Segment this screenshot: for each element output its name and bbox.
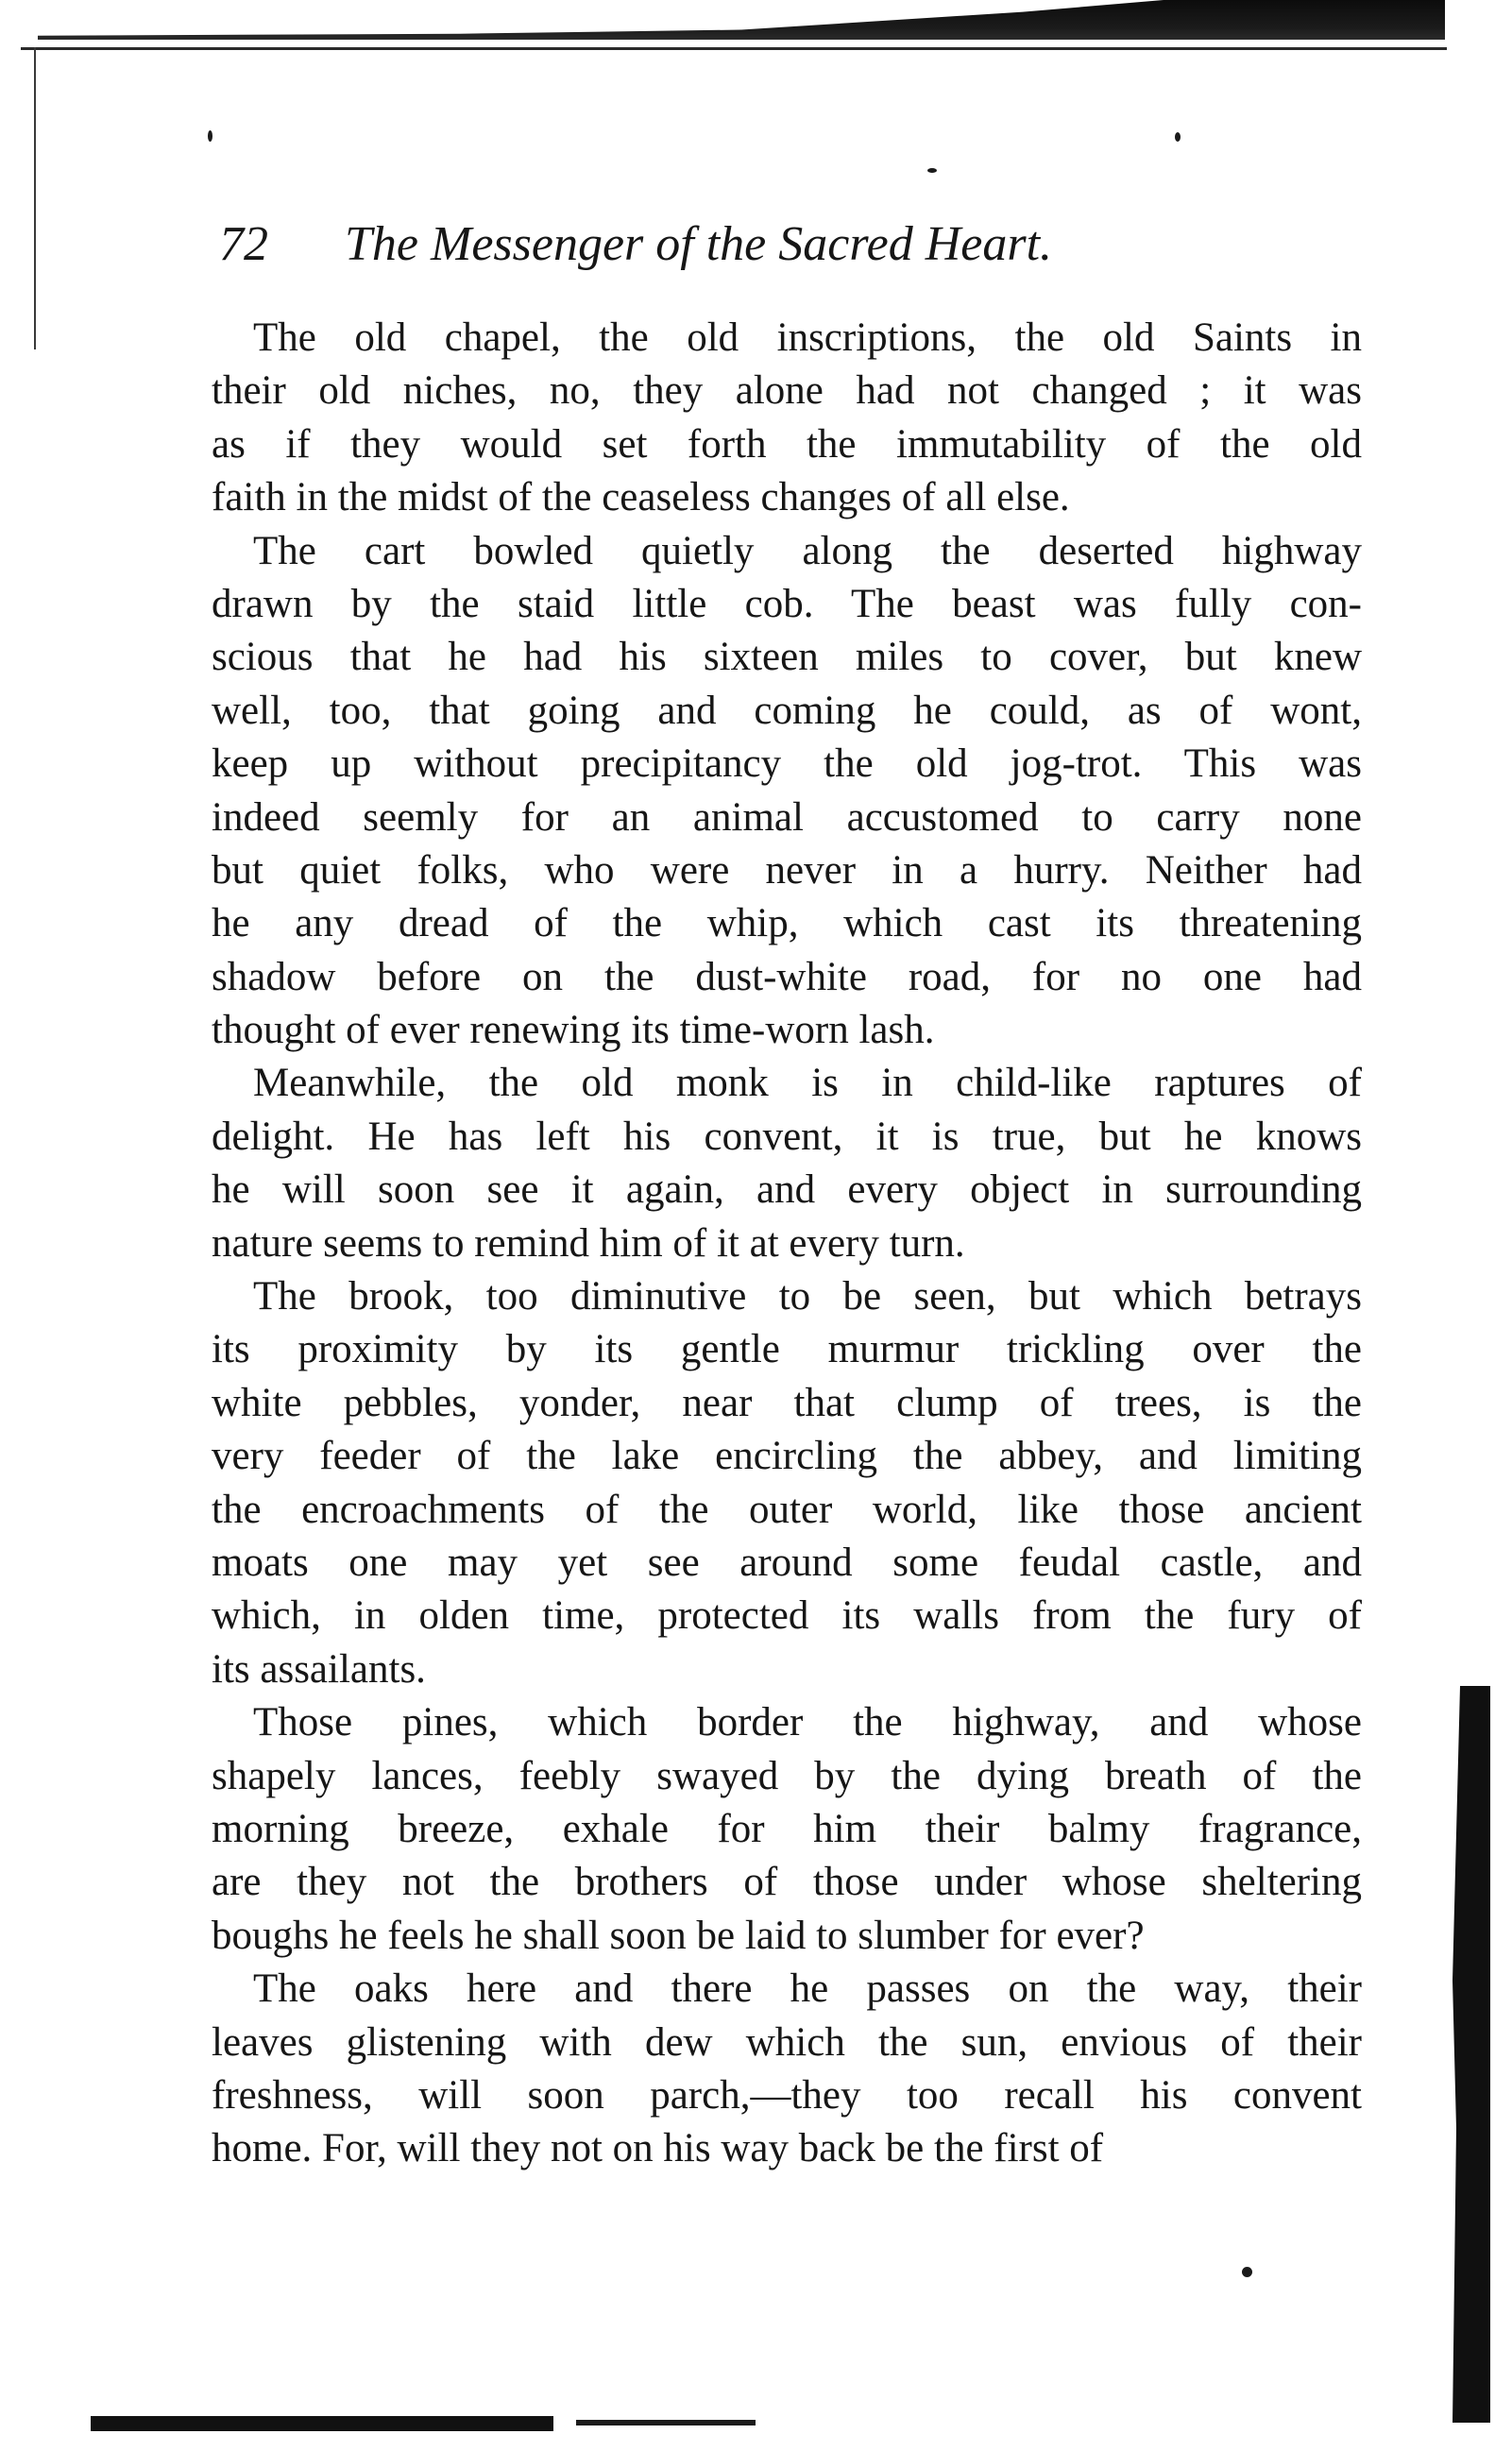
scan-speck xyxy=(927,168,937,173)
body-text xyxy=(212,312,1362,2176)
text-line: keep up without precipitancy the old jog-trot. This was xyxy=(212,741,1362,787)
text-line: Those pines, which border the highway, and whose xyxy=(253,1700,1362,1745)
text-line: its assailants. xyxy=(212,1646,426,1692)
page-header xyxy=(219,212,1390,278)
text-line: The old chapel, the old inscriptions, the old Saints in xyxy=(253,315,1362,360)
scan-rule-left xyxy=(34,47,36,349)
paragraph xyxy=(212,1696,1362,1963)
page-number: 72 xyxy=(219,217,268,271)
text-line: leaves glistening with dew which the sun, envious of their xyxy=(212,2019,1362,2065)
text-line: thought of ever renewing its time-worn lash. xyxy=(212,1008,935,1053)
text-line: Meanwhile, the old monk is in child-like raptures of xyxy=(253,1061,1362,1106)
text-line: are they not the brothers of those under whose sheltering xyxy=(212,1860,1362,1905)
scan-speck xyxy=(208,130,212,142)
text-line: freshness, will soon parch,—they too recall his convent xyxy=(212,2072,1362,2118)
text-line: but quiet folks, who were never in a hurry. Neither had xyxy=(212,847,1362,893)
scan-edge-bottom xyxy=(91,2416,553,2431)
text-line: indeed seemly for an animal accustomed to carry none xyxy=(212,794,1362,840)
text-line: delight. He has left his convent, it is true, but he knows xyxy=(212,1114,1362,1159)
text-line: moats one may yet see around some feudal castle, and xyxy=(212,1540,1362,1585)
text-line: scious that he had his sixteen miles to cover, but knew xyxy=(212,635,1362,680)
text-line: he any dread of the whip, which cast its threatening xyxy=(212,901,1362,946)
scan-speck xyxy=(1175,132,1181,142)
scan-rule-top xyxy=(21,47,1447,50)
text-line: The brook, too diminutive to be seen, but which betrays xyxy=(253,1274,1362,1319)
text-line: white pebbles, yonder, near that clump of trees, is the xyxy=(212,1380,1362,1425)
paragraph xyxy=(212,525,1362,1058)
text-line: boughs he feels he shall soon be laid to slumber for ever? xyxy=(212,1913,1145,1958)
scan-edge-right xyxy=(1453,1686,1490,2423)
text-line: its proximity by its gentle murmur trickling over the xyxy=(212,1327,1362,1372)
text-line: which, in olden time, protected its walls from the fury of xyxy=(212,1593,1362,1639)
text-line: home. For, will they not on his way back be the first of xyxy=(212,2126,1104,2171)
text-line: nature seems to remind him of it at every turn. xyxy=(212,1220,965,1266)
text-line: shadow before on the dust-white road, for no one had xyxy=(212,954,1362,999)
scan-edge-bottom-short xyxy=(576,2420,756,2425)
paragraph xyxy=(212,1270,1362,1696)
text-line: their old niches, no, they alone had not changed ; it was xyxy=(212,368,1362,414)
text-line: The cart bowled quietly along the deserted highway xyxy=(253,528,1362,573)
scan-speck xyxy=(1242,2267,1252,2277)
text-line: very feeder of the lake encircling the abbey, and limiting xyxy=(212,1434,1362,1479)
text-line: morning breeze, exhale for him their balmy fragrance, xyxy=(212,1806,1362,1851)
paragraph xyxy=(212,312,1362,525)
text-line: shapely lances, feebly swayed by the dying breath of the xyxy=(212,1753,1362,1798)
text-line: drawn by the staid little cob. The beast was fully con- xyxy=(212,581,1362,626)
text-line: faith in the midst of the ceaseless changes of all else. xyxy=(212,475,1070,520)
scan-edge-top xyxy=(38,0,1445,40)
text-line: as if they would set forth the immutability of the old xyxy=(212,421,1362,467)
text-line: well, too, that going and coming he could, as of wont, xyxy=(212,688,1362,733)
text-line: the encroachments of the outer world, like those ancient xyxy=(212,1487,1362,1532)
text-line: The oaks here and there he passes on the way, their xyxy=(253,1966,1362,2012)
running-title: The Messenger of the Sacred Heart. xyxy=(345,217,1053,271)
paragraph xyxy=(212,1963,1362,2176)
text-line: he will soon see it again, and every object in surrounding xyxy=(212,1167,1362,1213)
paragraph xyxy=(212,1057,1362,1270)
